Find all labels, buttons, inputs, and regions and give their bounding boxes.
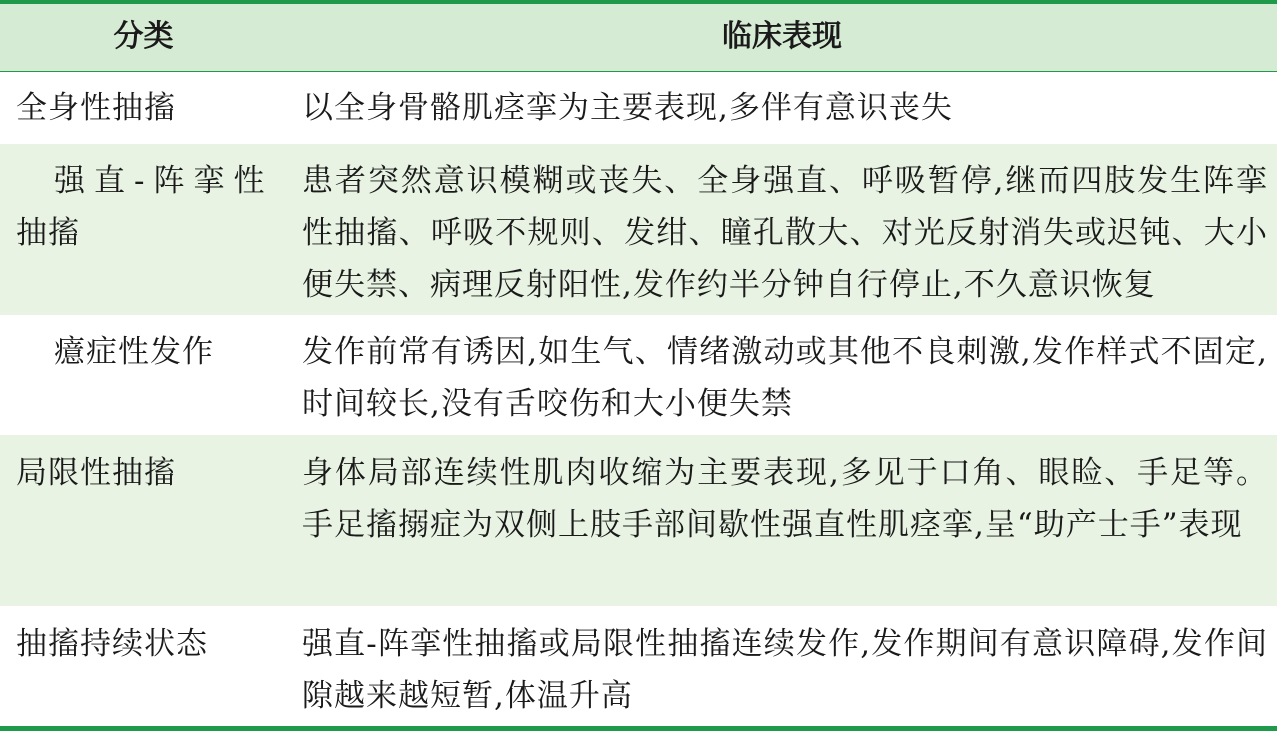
row-manifestation: 以全身骨骼肌痉挛为主要表现,多伴有意识丧失: [302, 90, 953, 126]
row-category: 抽搐持续状态: [16, 626, 208, 662]
header-category: 分类: [113, 19, 174, 54]
table-row: [0, 606, 1277, 726]
row-manifestation: 患者突然意识模糊或丧失、全身强直、呼吸暂停,继而四肢发生阵挛性抽搐、呼吸不规则、发绀、瞳孔散大、对光反射消失或迟钝、大小便失禁、病理反射阳性,发作约半分钟自行停止,不久意识恢复: [302, 163, 1268, 303]
row-category: 局限性抽搐: [16, 455, 176, 491]
table-header: [0, 4, 1277, 72]
row-manifestation: 强直-阵挛性抽搐或局限性抽搐连续发作,发作期间有意识障碍,发作间隙越来越短暂,体温升高: [302, 626, 1268, 714]
row-category: 全身性抽搐: [16, 90, 176, 126]
row-category-line2: 抽搐: [16, 215, 80, 251]
table-row: [0, 144, 1277, 315]
row-category: [16, 155, 278, 259]
table-row: [0, 315, 1277, 435]
row-manifestation: 发作前常有诱因,如生气、情绪激动或其他不良刺激,发作样式不固定,时间较长,没有舌咬伤和大小便失禁: [302, 334, 1268, 422]
row-category-line1: 强直-阵挛性: [54, 163, 274, 199]
header-manifestation: 临床表现: [722, 19, 842, 54]
row-manifestation: 身体局部连续性肌肉收缩为主要表现,多见于口角、眼睑、手足等。手足搐搦症为双侧上肢手部间歇性强直性肌痉挛,呈“助产士手”表现: [302, 455, 1268, 543]
row-category: 癔症性发作: [54, 334, 214, 370]
table-row: [0, 435, 1277, 606]
table-bottom-rule: [0, 726, 1277, 731]
table-row: [0, 72, 1277, 144]
